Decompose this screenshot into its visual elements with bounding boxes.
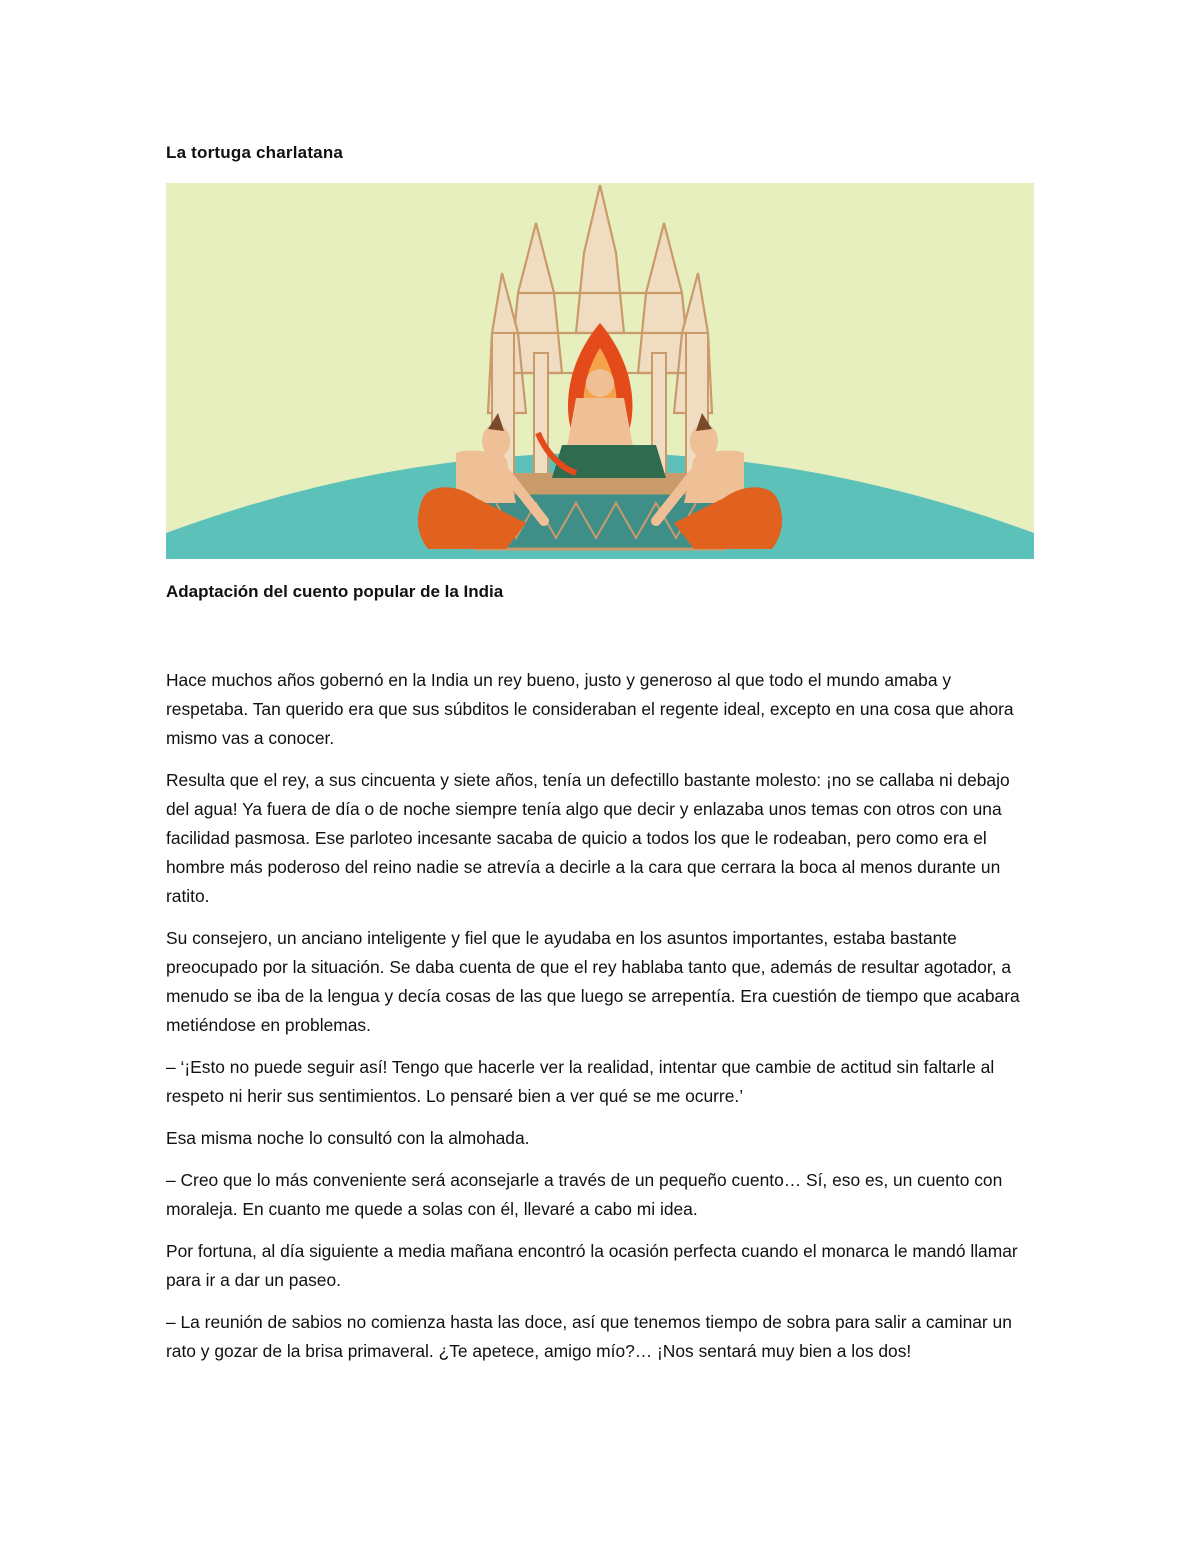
- paragraph: Resulta que el rey, a sus cincuenta y siete años, tenía un defectillo bastante molesto: ¡no se callaba ni debajo del agua! Ya fuera de día o de noche siempre tenía algo que decir y enlazaba unos temas con otros con una facilidad pasmosa. Ese parloteo incesante sacaba de quicio a todos los que le rodeaban, pero como era el hombre más poderoso del reino nadie se atrevía a decirle a la cara que cerrara la boca al menos durante un ratito.: [166, 770, 1010, 906]
- paragraph: Esa misma noche lo consultó con la almohada.: [166, 1128, 530, 1148]
- document-subtitle: Adaptación del cuento popular de la India: [166, 582, 504, 601]
- paragraph: – Creo que lo más conveniente será aconsejarle a través de un pequeño cuento… Sí, eso es, un cuento con moraleja. En cuanto me quede a solas con él, llevaré a cabo mi idea.: [166, 1170, 1003, 1219]
- paragraph: Por fortuna, al día siguiente a media mañana encontró la ocasión perfecta cuando el monarca le mandó llamar para ir a dar un paseo.: [166, 1241, 1018, 1290]
- thai-throne-illustration: [166, 183, 1034, 559]
- paragraph: – La reunión de sabios no comienza hasta las doce, así que tenemos tiempo de sobra para salir a caminar un rato y gozar de la brisa primaveral. ¿Te apetece, amigo mío?… ¡Nos sentará muy bien a los dos!: [166, 1312, 1012, 1361]
- document-title: La tortuga charlatana: [166, 143, 344, 162]
- paragraph: Su consejero, un anciano inteligente y fiel que le ayudaba en los asuntos importantes, estaba bastante preocupado por la situación. Se daba cuenta de que el rey hablaba tanto que, además de resultar agotador, a menudo se iba de la lengua y decía cosas de las que luego se arrepentía. Era cuestión de tiempo que acabara metiéndose en problemas.: [166, 928, 1020, 1035]
- paragraph: Hace muchos años gobernó en la India un rey bueno, justo y generoso al que todo el mundo amaba y respetaba. Tan querido era que sus súbditos le consideraban el regente ideal, excepto en una cosa que ahora mismo vas a conocer.: [166, 670, 1014, 748]
- story-illustration: [166, 183, 1034, 559]
- story-body: [166, 666, 1036, 1379]
- paragraph: – ‘¡Esto no puede seguir así! Tengo que hacerle ver la realidad, intentar que cambie de actitud sin faltarle al respeto ni herir sus sentimientos. Lo pensaré bien a ver qué se me ocurre.’: [166, 1057, 995, 1106]
